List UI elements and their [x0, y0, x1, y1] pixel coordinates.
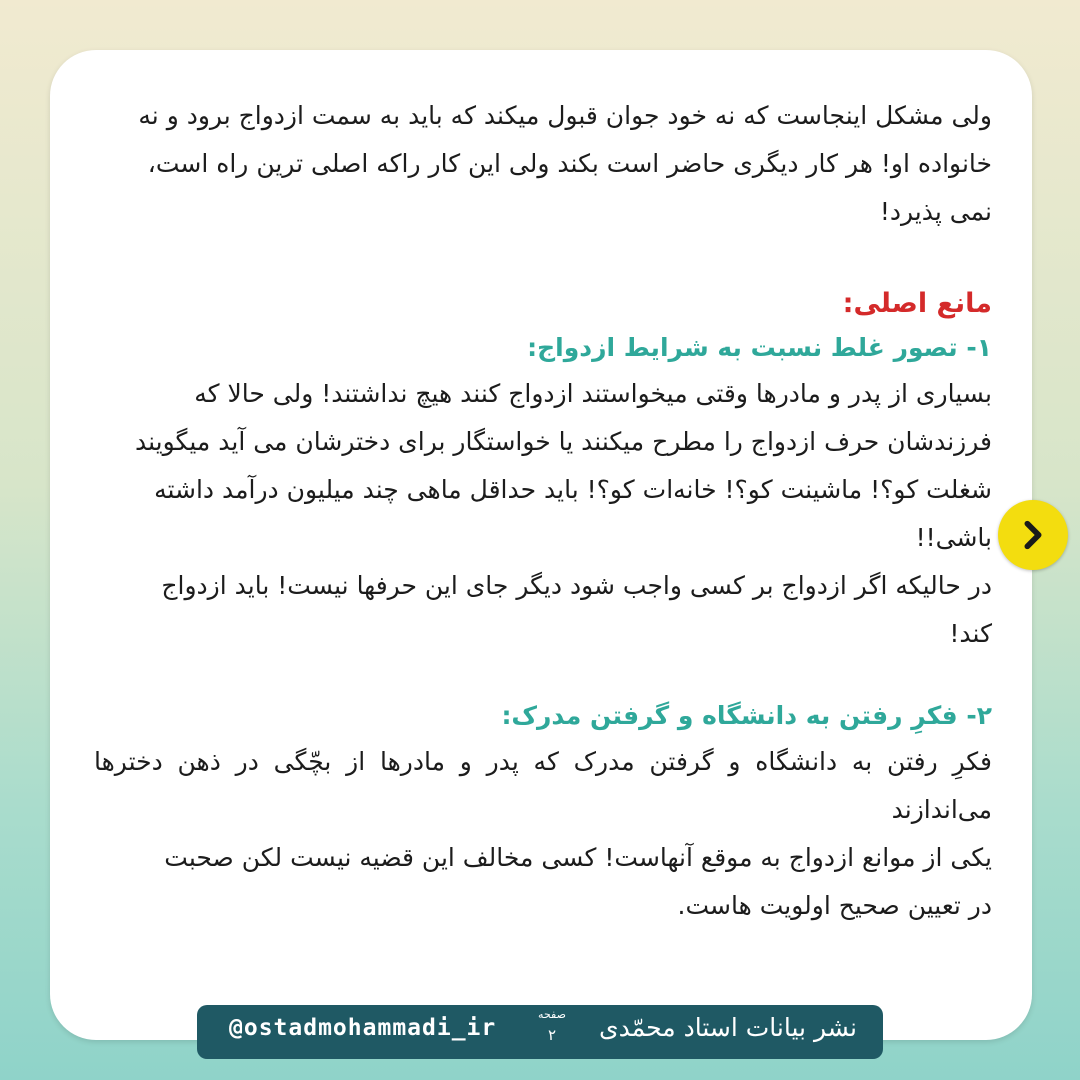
section-2-line: در تعیین صحیح اولویت هاست. — [677, 891, 992, 920]
section-2-line: یکی از موانع ازدواج به موقع آنهاست! کسی مخالف این قضیه نیست لکن صحبت — [164, 843, 992, 872]
section-1-line: فرزندشان حرف ازدواج را مطرح میکنند یا خواستگار برای دخترشان می آید میگویند — [135, 427, 992, 456]
section-1-line: کند! — [949, 619, 992, 648]
article-body — [94, 92, 992, 930]
page-indicator — [525, 1007, 579, 1043]
section-1-line: در حالیکه اگر ازدواج بر کسی واجب شود دیگر جای این حرفها نیست! باید ازدواج — [161, 571, 992, 600]
brand-logo-text: نشر بیانات استاد محمّدی — [599, 1013, 857, 1042]
main-obstacle-heading: مانع اصلی: — [842, 288, 992, 319]
section-1-title: ۱- تصور غلط نسبت به شرایط ازدواج: — [527, 333, 992, 362]
intro-paragraph — [94, 92, 992, 236]
footer-bar — [197, 1005, 883, 1059]
page-number: ۲ — [547, 1026, 557, 1044]
next-page-button[interactable] — [998, 500, 1068, 570]
intro-line: خانواده او! هر کار دیگری حاضر است بکند ولی این کار راکه اصلی ترین راه است، — [147, 149, 992, 178]
social-handle[interactable]: @ostadmohammadi_ir — [229, 1015, 497, 1041]
section-1-line: باشی!! — [915, 523, 992, 552]
section-2-paragraph — [94, 738, 992, 930]
section-1-line: بسیاری از پدر و مادرها وقتی میخواستند ازدواج کنند هیچ نداشتند! ولی حالا که — [194, 379, 992, 408]
chevron-right-icon — [1016, 518, 1050, 552]
section-1-paragraph — [94, 370, 992, 658]
section-1-line: شغلت کو؟! ماشینت کو؟! خانه‌ات کو؟! باید حداقل ماهی چند میلیون درآمد داشته — [154, 475, 992, 504]
page-label: صفحه — [538, 1008, 566, 1021]
intro-line: نمی پذیرد! — [879, 197, 992, 226]
intro-line: ولی مشکل اینجاست که نه خود جوان قبول میکند که باید به سمت ازدواج برود و نه — [138, 101, 992, 130]
section-2-title: ۲- فکرِ رفتن به دانشگاه و گرفتن مدرک: — [501, 701, 992, 730]
section-2-line: فکرِ رفتن به دانشگاه و گرفتن مدرک که پدر و مادرها از بچّگی در ذهن دخترها می‌اندازند — [94, 747, 992, 824]
